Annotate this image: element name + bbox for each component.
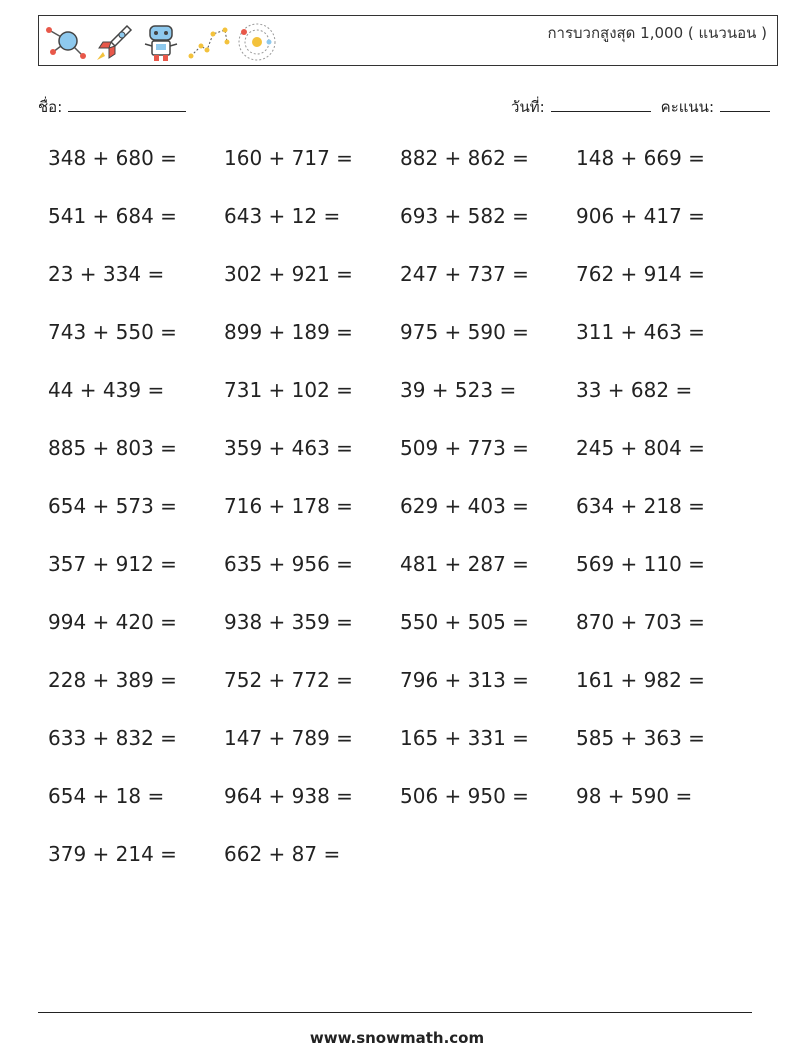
problem-item: 633 + 832 = bbox=[48, 726, 177, 750]
name-label: ชื่อ: bbox=[38, 98, 63, 116]
problem-item: 885 + 803 = bbox=[48, 436, 177, 460]
problem-item: 938 + 359 = bbox=[224, 610, 353, 634]
problem-item: 160 + 717 = bbox=[224, 146, 353, 170]
problem-item: 569 + 110 = bbox=[576, 552, 705, 576]
problem-item: 245 + 804 = bbox=[576, 436, 705, 460]
problem-item: 635 + 956 = bbox=[224, 552, 353, 576]
problem-item: 899 + 189 = bbox=[224, 320, 353, 344]
problem-item: 585 + 363 = bbox=[576, 726, 705, 750]
satellite-icon bbox=[43, 20, 87, 64]
problem-item: 247 + 737 = bbox=[400, 262, 529, 286]
icon-strip bbox=[43, 20, 279, 64]
problem-item: 634 + 218 = bbox=[576, 494, 705, 518]
worksheet-header bbox=[38, 15, 778, 66]
problem-item: 161 + 982 = bbox=[576, 668, 705, 692]
problem-item: 311 + 463 = bbox=[576, 320, 705, 344]
footer-url: www.snowmath.com bbox=[309, 1029, 485, 1047]
problem-item: 752 + 772 = bbox=[224, 668, 353, 692]
problem-item: 98 + 590 = bbox=[576, 784, 693, 808]
problem-item: 994 + 420 = bbox=[48, 610, 177, 634]
constellation-icon bbox=[187, 20, 231, 64]
problem-item: 731 + 102 = bbox=[224, 378, 353, 402]
problem-item: 348 + 680 = bbox=[48, 146, 177, 170]
problem-item: 379 + 214 = bbox=[48, 842, 177, 866]
worksheet-title: การบวกสูงสุด 1,000 ( แนวนอน ) bbox=[547, 24, 767, 42]
problem-item: 23 + 334 = bbox=[48, 262, 165, 286]
problem-item: 762 + 914 = bbox=[576, 262, 705, 286]
problem-item: 39 + 523 = bbox=[400, 378, 517, 402]
problem-item: 147 + 789 = bbox=[224, 726, 353, 750]
problem-item: 148 + 669 = bbox=[576, 146, 705, 170]
name-blank[interactable] bbox=[68, 97, 186, 112]
problem-item: 33 + 682 = bbox=[576, 378, 693, 402]
problem-item: 357 + 912 = bbox=[48, 552, 177, 576]
meta-right bbox=[511, 95, 770, 119]
problem-item: 662 + 87 = bbox=[224, 842, 341, 866]
rocket-icon bbox=[91, 20, 135, 64]
problem-item: 228 + 389 = bbox=[48, 668, 177, 692]
date-label: วันที่: bbox=[511, 98, 545, 116]
date-blank[interactable] bbox=[551, 97, 651, 112]
problem-item: 550 + 505 = bbox=[400, 610, 529, 634]
problem-item: 165 + 331 = bbox=[400, 726, 529, 750]
problem-item: 643 + 12 = bbox=[224, 204, 341, 228]
problem-item: 302 + 921 = bbox=[224, 262, 353, 286]
problem-item: 906 + 417 = bbox=[576, 204, 705, 228]
score-field bbox=[661, 95, 770, 119]
problem-item: 975 + 590 = bbox=[400, 320, 529, 344]
footer-divider bbox=[38, 1012, 752, 1013]
score-blank[interactable] bbox=[720, 97, 770, 112]
problem-item: 743 + 550 = bbox=[48, 320, 177, 344]
problem-item: 359 + 463 = bbox=[224, 436, 353, 460]
problem-item: 716 + 178 = bbox=[224, 494, 353, 518]
date-field bbox=[511, 95, 651, 119]
problem-item: 44 + 439 = bbox=[48, 378, 165, 402]
solar-system-icon bbox=[235, 20, 279, 64]
problem-item: 796 + 313 = bbox=[400, 668, 529, 692]
problem-item: 506 + 950 = bbox=[400, 784, 529, 808]
problem-item: 541 + 684 = bbox=[48, 204, 177, 228]
problem-item: 693 + 582 = bbox=[400, 204, 529, 228]
problem-item: 654 + 573 = bbox=[48, 494, 177, 518]
score-label: คะแนน: bbox=[660, 98, 714, 116]
problem-item: 509 + 773 = bbox=[400, 436, 529, 460]
problem-item: 882 + 862 = bbox=[400, 146, 529, 170]
problem-item: 629 + 403 = bbox=[400, 494, 529, 518]
problem-item: 964 + 938 = bbox=[224, 784, 353, 808]
problem-item: 654 + 18 = bbox=[48, 784, 165, 808]
problem-item: 481 + 287 = bbox=[400, 552, 529, 576]
robot-icon bbox=[139, 20, 183, 64]
name-field bbox=[38, 95, 186, 119]
problem-item: 870 + 703 = bbox=[576, 610, 705, 634]
